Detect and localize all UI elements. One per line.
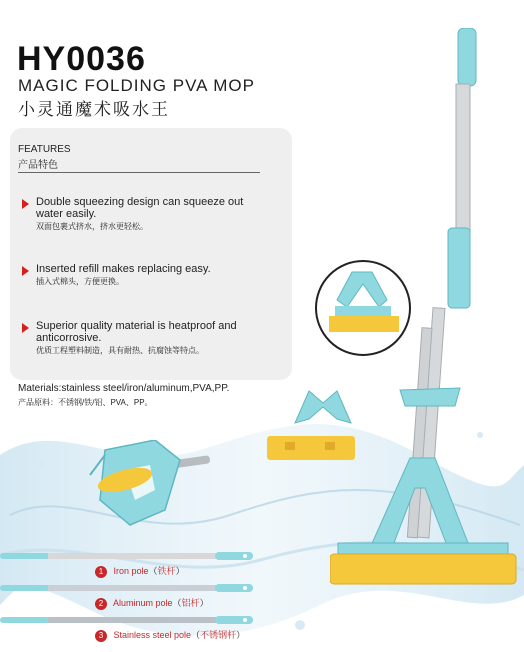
feature-text-cn: 优质工程塑料制造，具有耐热、抗腐蚀等特点。 — [36, 346, 204, 355]
feature-item-squeeze — [22, 196, 272, 232]
materials-en: Materials:stainless steel/iron/aluminum,PVA,PP. — [18, 383, 230, 394]
pole-label — [95, 628, 245, 642]
mop-head-closeup-image — [85, 440, 215, 530]
pole-option-stainless — [0, 612, 300, 652]
pole-label — [95, 596, 209, 610]
product-title-cn: 小灵通魔术吸水王 — [18, 100, 170, 119]
features-heading-cn: 产品特色 — [18, 160, 58, 171]
pole-name: Iron pole（铁杆） — [113, 566, 185, 576]
product-title-en: MAGIC FOLDING PVA MOP — [18, 76, 255, 95]
feature-text-cn: 插入式棉头，方便更换。 — [36, 277, 124, 286]
product-code: HY0036 — [17, 40, 146, 78]
feature-text-en: Superior quality material is heatproof and anticorrosive. — [36, 320, 237, 344]
pole-label — [95, 564, 185, 578]
materials-cn: 产品原料：不锈钢/铁/铝、PVA、PP。 — [18, 398, 153, 407]
pole-name: Stainless steel pole（不锈钢杆） — [113, 630, 246, 640]
pole-number-badge: 3 — [95, 630, 107, 642]
stainless-pole-image — [0, 612, 260, 626]
triangle-bullet-icon — [22, 323, 29, 333]
feature-item-refill — [22, 263, 272, 287]
features-divider — [18, 172, 260, 173]
feature-text-cn: 双面包裹式挤水，挤水更轻松。 — [36, 222, 148, 231]
features-heading-en: FEATURES — [18, 144, 71, 155]
pole-number-badge: 2 — [95, 598, 107, 610]
magic-mop-product-image — [330, 28, 520, 598]
feature-text-en: Inserted refill makes replacing easy. — [36, 263, 211, 275]
triangle-bullet-icon — [22, 199, 29, 209]
iron-pole-image — [0, 548, 260, 562]
feature-item-material — [22, 320, 272, 356]
aluminum-pole-image — [0, 580, 260, 594]
feature-text-en: Double squeezing design can squeeze out water easily. — [36, 196, 244, 220]
pole-name: Aluminum pole（铝杆） — [113, 598, 209, 608]
triangle-bullet-icon — [22, 266, 29, 276]
pole-number-badge: 1 — [95, 566, 107, 578]
